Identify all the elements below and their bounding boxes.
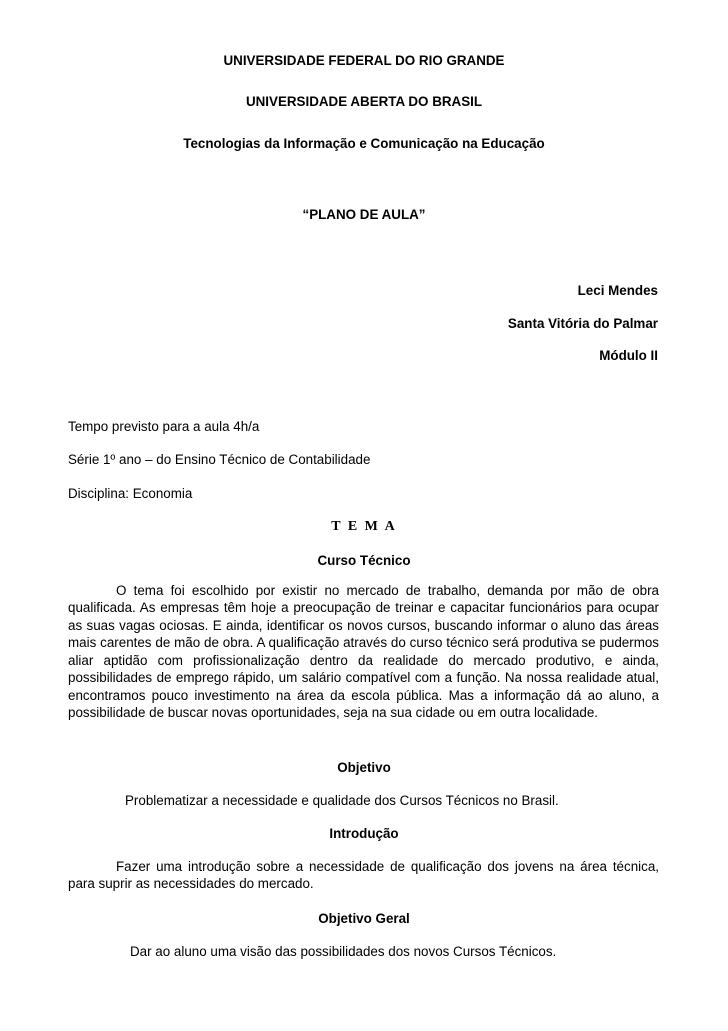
course-name: Tecnologias da Informação e Comunicação na Educação (183, 136, 545, 151)
introducao-paragraph (68, 858, 659, 893)
author-location: Santa Vitória do Palmar (507, 316, 658, 331)
objetivo-text: Problematizar a necessidade e qualidade dos Cursos Técnicos no Brasil. (125, 793, 559, 808)
tema-subject: Curso Técnico (317, 553, 411, 568)
lesson-duration: Tempo previsto para a aula 4h/a (68, 419, 260, 434)
objetivo-geral-text: Dar ao aluno uma visão das possibilidades dos novos Cursos Técnicos. (130, 944, 557, 959)
university-name: UNIVERSIDADE FEDERAL DO RIO GRANDE (223, 53, 505, 68)
author-name: Leci Mendes (577, 283, 658, 298)
module-label: Módulo II (599, 348, 658, 363)
tema-text: O tema foi escolhido por existir no mercado de trabalho, demanda por mão de obra qualificada. As empresas têm hoje a preocupação de treinar e capacitar funcionários para ocupar as suas vagas ociosas. E ainda, identificar os novos cursos, buscando informar o aluno das áreas mais carentes de mão de obra. A qualificação através do curso técnico será produtiva se pudermos aliar aptidão com profissionalização dentro da realidade do mercado produtivo, e ainda, possibilidades de emprego rápido, um salário compatível com a função. Na nossa realidade atual, encontramos pouco investimento na área da escola pública. Mas a informação dá ao aluno, a possibilidade de buscar novas oportunidades, seja na sua cidade ou em outra localidade. (68, 583, 659, 721)
tema-paragraph (68, 582, 659, 722)
document-title: “PLANO DE AULA” (302, 207, 426, 222)
introducao-text: Fazer uma introdução sobre a necessidade de qualificação dos jovens na área técnica, para suprir as necessidades do mercado. (68, 859, 659, 892)
introducao-heading: Introdução (329, 826, 399, 841)
tema-heading: T E M A (331, 519, 397, 534)
grade-info: Série 1º ano – do Ensino Técnico de Contabilidade (68, 452, 371, 467)
objetivo-geral-heading: Objetivo Geral (318, 911, 410, 926)
program-name: UNIVERSIDADE ABERTA DO BRASIL (245, 94, 483, 109)
discipline-info: Disciplina: Economia (68, 486, 193, 501)
objetivo-heading: Objetivo (337, 760, 391, 775)
